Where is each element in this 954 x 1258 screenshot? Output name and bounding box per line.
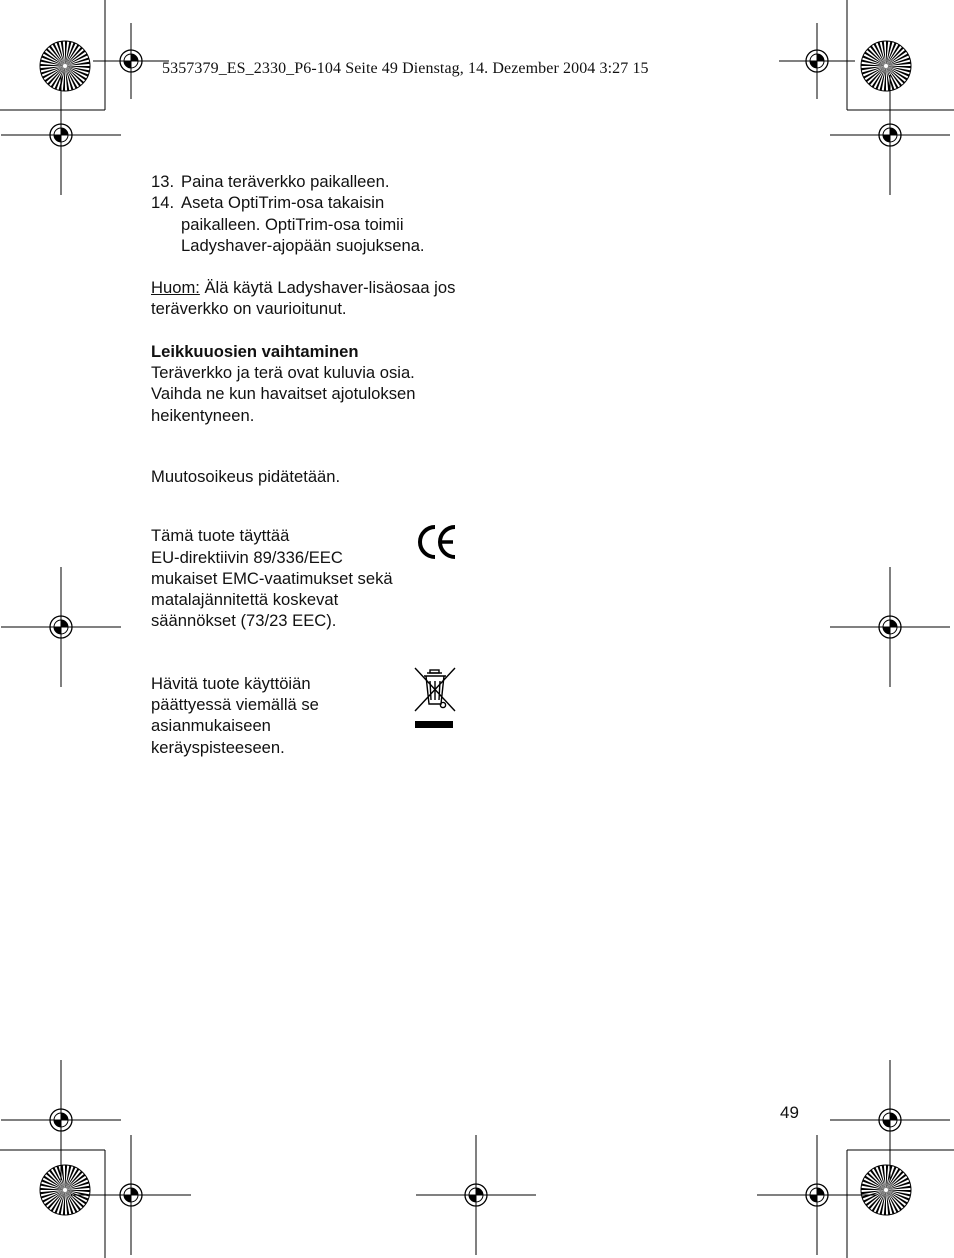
page-content	[151, 171, 461, 758]
registration-cross	[830, 567, 950, 687]
disposal-line: Hävitä tuote käyttöiän	[151, 673, 311, 693]
registration-cross	[1, 75, 121, 195]
print-header: 5357379_ES_2330_P6-104 Seite 49 Dienstag, 14. Dezember 2004 3:27 15	[162, 60, 649, 77]
registration-cross	[830, 75, 950, 195]
rights-reserved-text: Muutosoikeus pidätetään.	[151, 466, 341, 486]
compliance-line: säännökset (73/23 EEC).	[151, 611, 337, 631]
ce-mark-icon	[417, 521, 459, 563]
compliance-line: Tämä tuote täyttää	[151, 526, 290, 546]
note-paragraph	[151, 277, 461, 320]
step-number: 13.	[151, 172, 175, 191]
registration-cross	[779, 23, 855, 99]
disposal-block	[151, 673, 461, 758]
replacement-text: Teräverkko ja terä ovat kuluvia osia. Vaihda ne kun havaitset ajotuloksen heikentyneen.	[151, 363, 416, 425]
compliance-line: matalajännitettä koskevat	[151, 590, 339, 610]
step-text: Paina teräverkko paikalleen.	[181, 172, 390, 191]
registration-starburst	[861, 1165, 911, 1215]
registration-cross	[1, 1060, 121, 1180]
disposal-line: päättyessä viemällä se	[151, 695, 319, 715]
registration-cross	[93, 23, 169, 99]
registration-starburst	[861, 41, 911, 91]
compliance-block	[151, 525, 461, 631]
registration-starburst	[40, 1165, 90, 1215]
section-heading: Leikkuuosien vaihtaminen	[151, 341, 359, 361]
compliance-line: mukaiset EMC-vaatimukset sekä	[151, 568, 393, 588]
step-text: Aseta OptiTrim-osa takaisin paikalleen. OptiTrim-osa toimii Ladyshaver-ajopään suojuksena.	[181, 193, 425, 255]
note-label: Huom:	[151, 278, 200, 298]
list-item	[151, 192, 461, 256]
crossed-out-wheelie-bin-icon	[413, 667, 457, 735]
compliance-line: EU-direktiivin 89/336/EEC	[151, 547, 343, 567]
page-number: 49	[780, 1103, 799, 1122]
registration-cross	[416, 1135, 536, 1255]
disposal-line: asianmukaiseen	[151, 716, 271, 736]
registration-cross	[830, 1060, 950, 1180]
registration-cross	[1, 567, 121, 687]
step-number: 14.	[151, 193, 175, 213]
registration-cross	[757, 1135, 877, 1255]
registration-starburst	[40, 41, 90, 91]
disposal-line: keräyspisteeseen.	[151, 737, 285, 757]
instruction-list	[151, 171, 461, 256]
list-item	[151, 171, 461, 192]
note-text: Älä käytä Ladyshaver-lisäosaa jos teräverkko on vaurioitunut.	[151, 278, 456, 319]
